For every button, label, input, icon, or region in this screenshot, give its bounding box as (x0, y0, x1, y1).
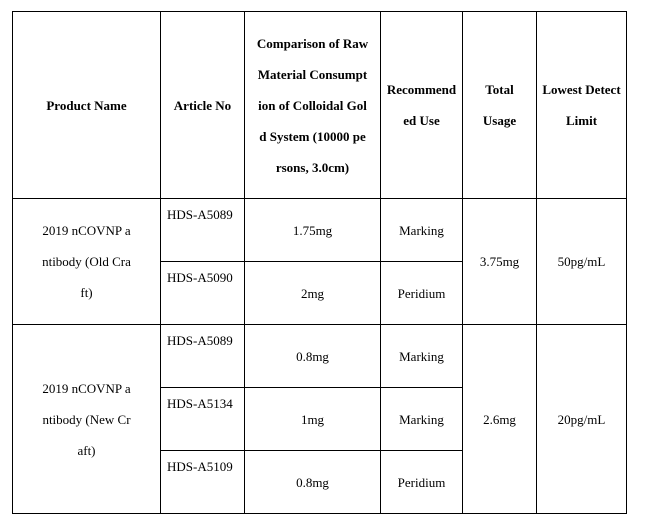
header-comparison-text: Comparison of Raw Material Consumption of Colloidal Gold System (10000 persons, 3.0cm) (256, 35, 369, 175)
product-name-cell (13, 199, 161, 325)
consumption-cell: 2mg (245, 262, 381, 325)
header-lowest-detect-limit (537, 12, 627, 199)
consumption-cell: 1.75mg (245, 199, 381, 262)
header-comparison (245, 12, 381, 199)
header-article-no: Article No (161, 12, 245, 199)
article-no-cell (161, 388, 245, 451)
use-cell: Peridium (381, 262, 463, 325)
lowest-detect-limit-cell: 20pg/mL (537, 325, 627, 514)
header-recommended-use (381, 12, 463, 199)
consumption-cell: 1mg (245, 388, 381, 451)
article-no-text: HDS-A5089 (167, 207, 233, 222)
consumption-cell: 0.8mg (245, 325, 381, 388)
article-no-text: HDS-A5089 (167, 333, 233, 348)
comparison-table (12, 11, 627, 514)
header-product-name: Product Name (13, 12, 161, 199)
consumption-cell: 0.8mg (245, 451, 381, 514)
article-no-text: HDS-A5134 (167, 396, 233, 411)
lowest-detect-limit-cell: 50pg/mL (537, 199, 627, 325)
article-no-cell (161, 325, 245, 388)
use-cell: Marking (381, 325, 463, 388)
product-name-text: 2019 nCOVNP antibody (Old Craft) (42, 223, 131, 300)
header-total-usage-text: Total Usage (482, 82, 517, 128)
total-usage-cell: 3.75mg (463, 199, 537, 325)
total-usage-cell: 2.6mg (463, 325, 537, 514)
article-no-cell (161, 199, 245, 262)
table-row (13, 199, 627, 262)
use-cell: Marking (381, 388, 463, 451)
use-cell: Marking (381, 199, 463, 262)
use-cell: Peridium (381, 451, 463, 514)
header-row (13, 12, 627, 199)
table-row (13, 325, 627, 388)
header-lowest-detect-limit-text: Lowest Detect Limit (542, 82, 621, 128)
article-no-text: HDS-A5090 (167, 270, 233, 285)
product-name-cell (13, 325, 161, 514)
product-name-text: 2019 nCOVNP antibody (New Craft) (42, 380, 131, 458)
article-no-cell (161, 451, 245, 514)
header-total-usage (463, 12, 537, 199)
header-recommended-use-text: Recommended Use (386, 82, 457, 128)
article-no-text: HDS-A5109 (167, 459, 233, 474)
article-no-cell (161, 262, 245, 325)
